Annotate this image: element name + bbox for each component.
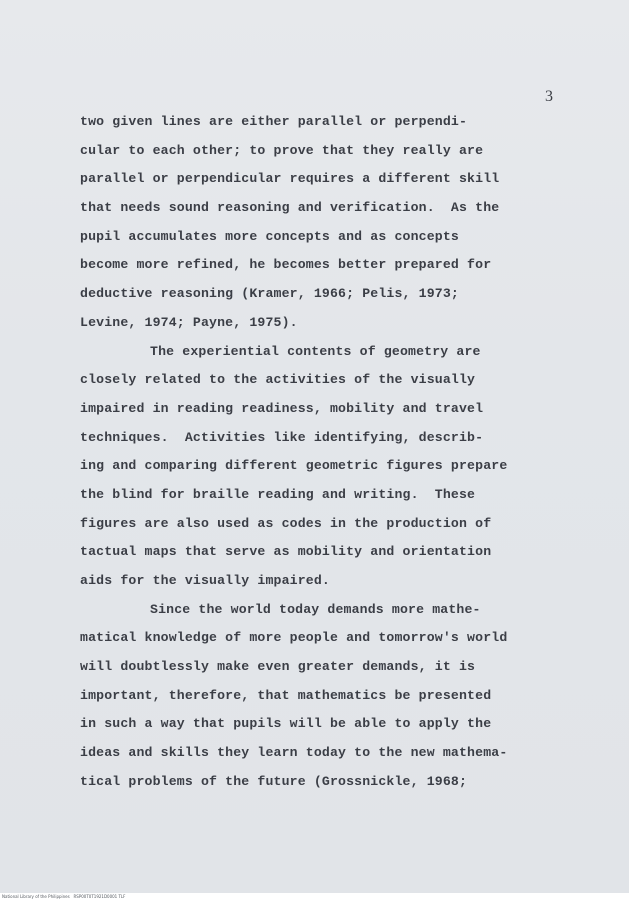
paragraph	[80, 596, 550, 797]
page-number: 3	[545, 88, 553, 105]
text-line: pupil accumulates more concepts and as concepts	[80, 228, 459, 244]
text-line: closely related to the activities of the visually	[80, 372, 476, 388]
text-line: The experiential contents of geometry are	[150, 343, 481, 359]
text-line: two given lines are either parallel or perpendi-	[80, 114, 468, 129]
text-line: ideas and skills they learn today to the new mathema-	[80, 745, 508, 761]
text-line: parallel or perpendicular requires a different skill	[80, 171, 500, 187]
text-line: the blind for braille reading and writing. These	[80, 486, 476, 502]
body-text	[80, 108, 550, 797]
text-line: tical problems of the future (Grossnickle, 1968;	[80, 773, 468, 789]
text-line: that needs sound reasoning and verification. As the	[80, 200, 500, 216]
text-line: deductive reasoning (Kramer, 1966; Pelis, 1973;	[80, 286, 459, 302]
text-line: ing and comparing different geometric figures prepare	[80, 458, 508, 474]
text-line: aids for the visually impaired.	[80, 573, 330, 588]
text-line: tactual maps that serve as mobility and orientation	[80, 544, 492, 560]
text-line: cular to each other; to prove that they really are	[80, 142, 484, 158]
text-line: figures are also used as codes in the production of	[80, 515, 492, 531]
text-line: techniques. Activities like identifying, describ-	[80, 429, 484, 445]
text-line: will doubtlessly make even greater demands, it is	[80, 659, 476, 675]
paragraph	[80, 108, 550, 338]
text-line: become more refined, he becomes better prepared for	[80, 257, 492, 273]
text-line: in such a way that pupils will be able to apply the	[80, 716, 492, 732]
footer-bar	[0, 893, 629, 900]
text-line: impaired in reading readiness, mobility and travel	[80, 400, 484, 416]
text-line: Since the world today demands more mathe-	[150, 601, 481, 617]
paragraph	[80, 338, 550, 596]
footer-text: National Library of the Philippines RSP00T0T1921D0001 TLF	[2, 894, 126, 899]
text-line: Levine, 1974; Payne, 1975).	[80, 314, 298, 330]
text-line: matical knowledge of more people and tomorrow's world	[80, 630, 508, 646]
text-line: important, therefore, that mathematics be presented	[80, 687, 492, 703]
